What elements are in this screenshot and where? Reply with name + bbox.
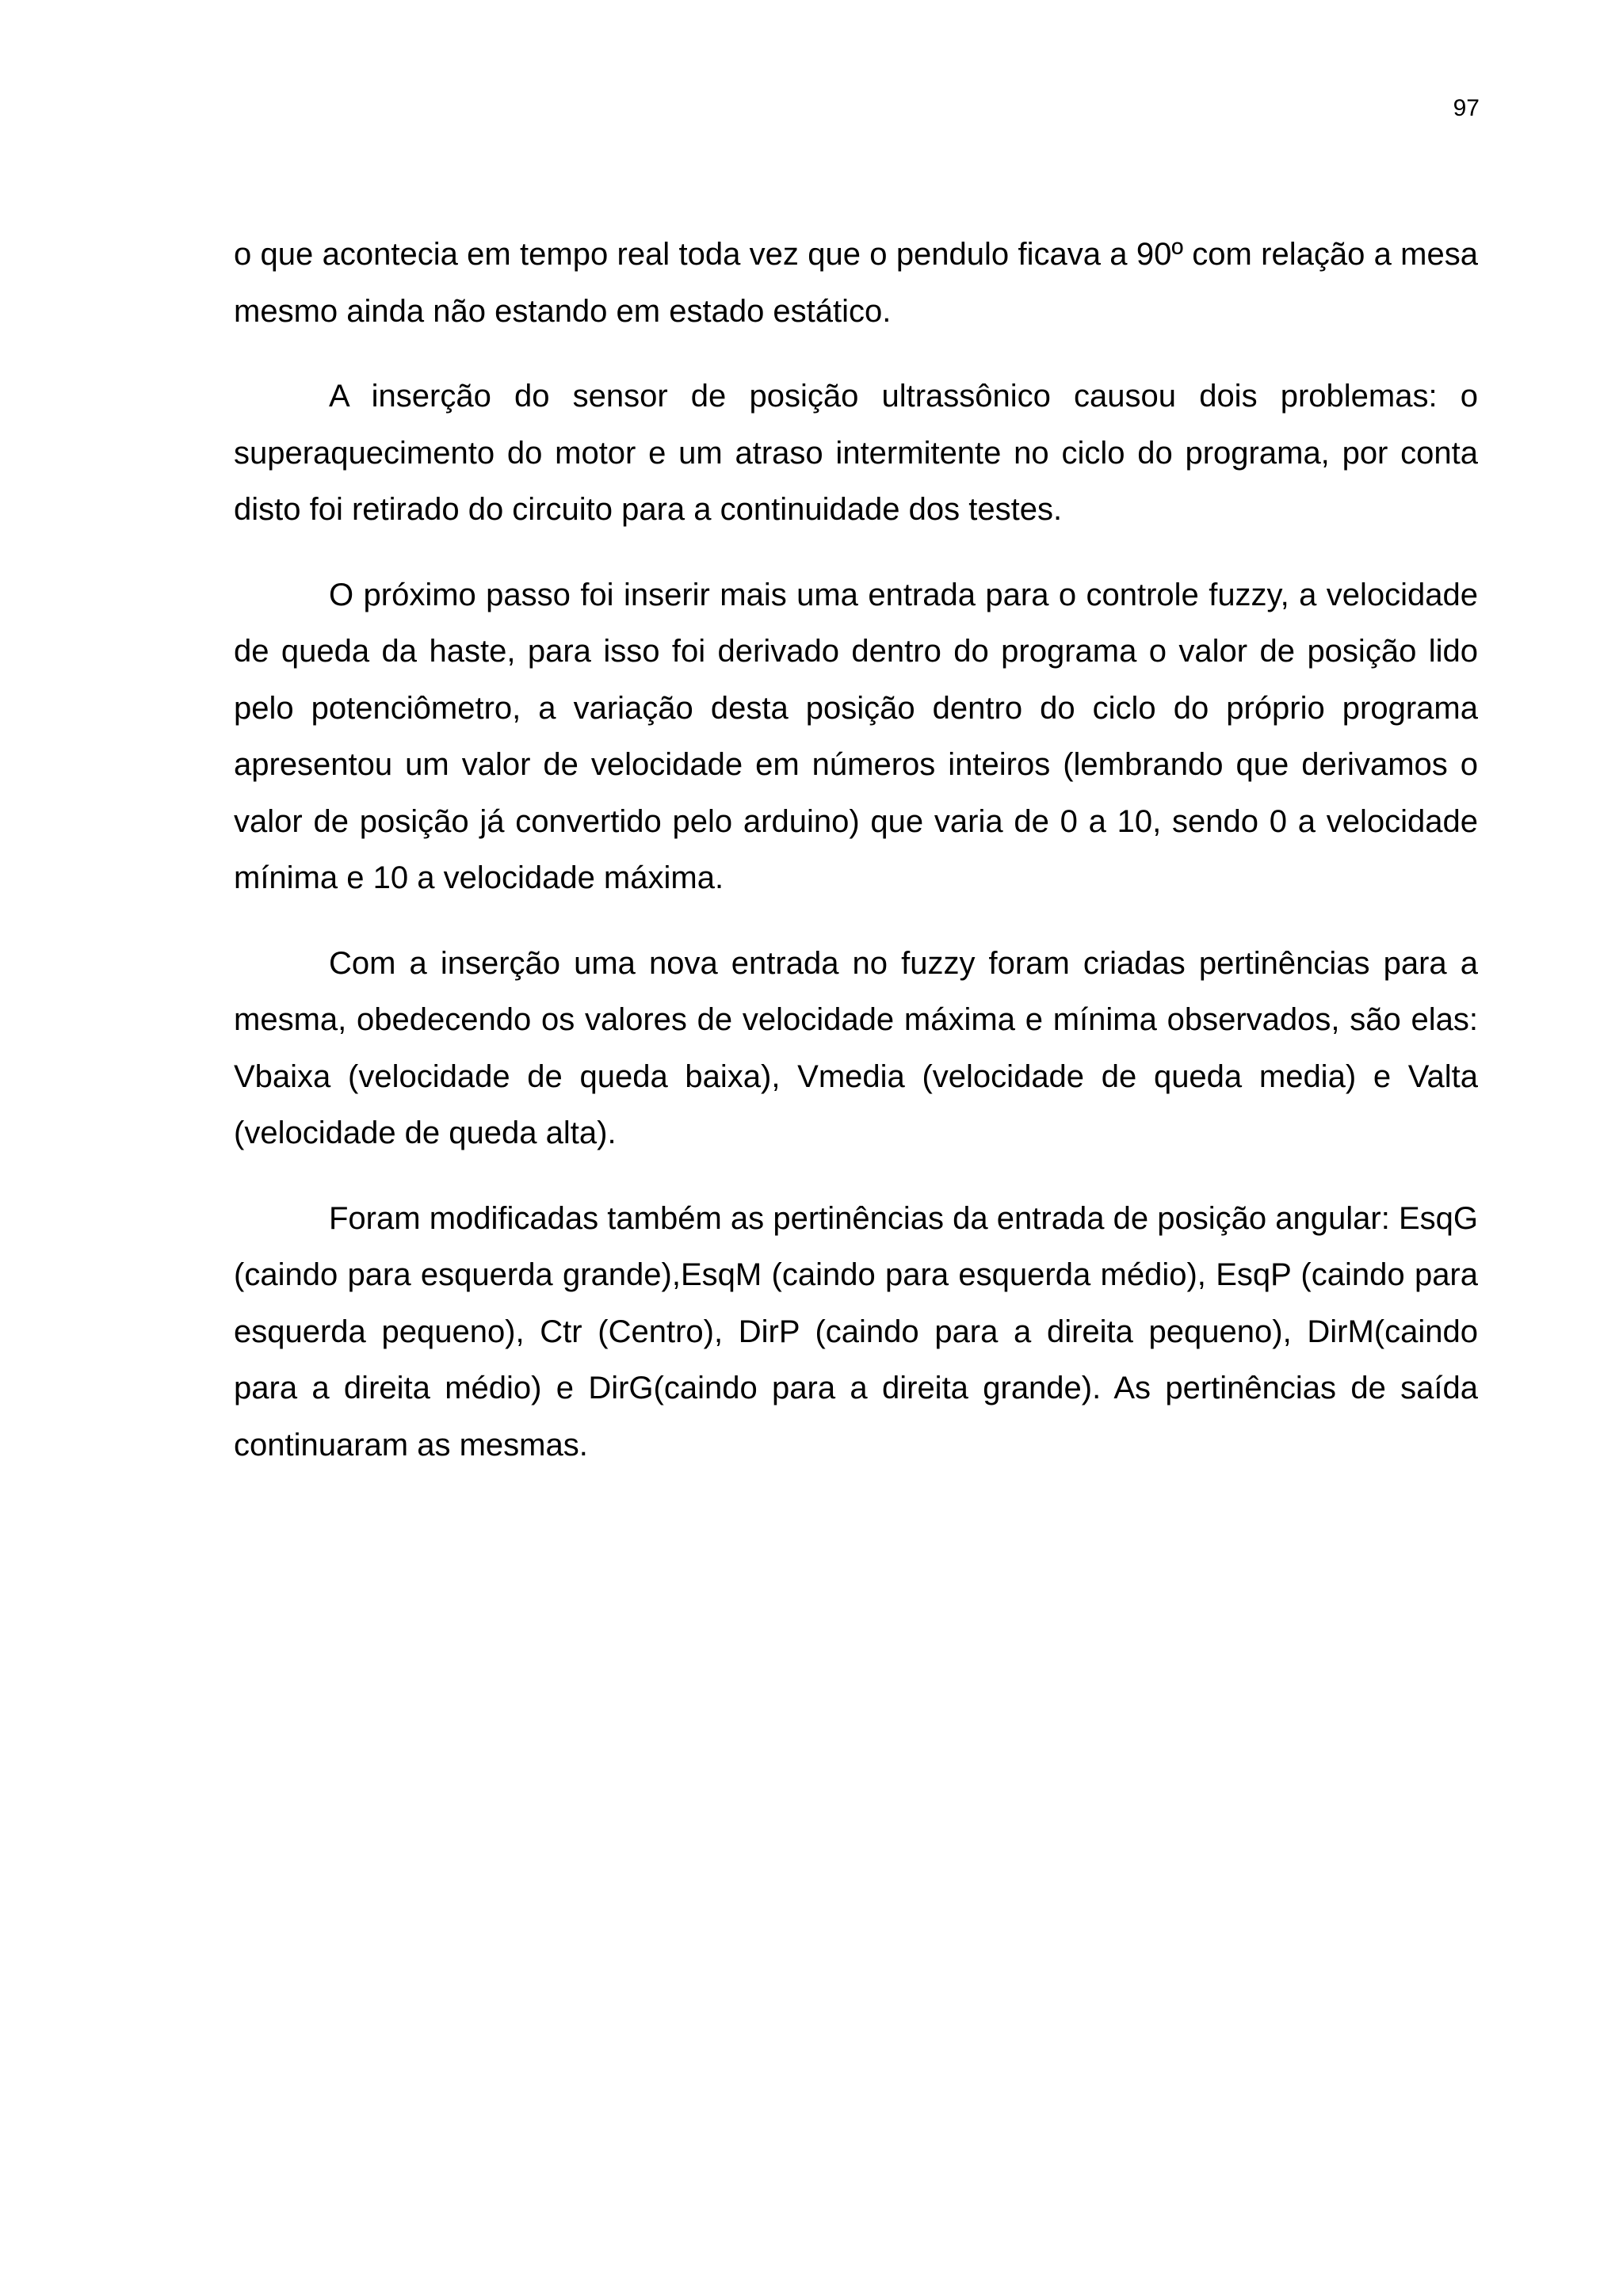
paragraph-continuation: o que acontecia em tempo real toda vez que o pendulo ficava a 90º com relação a mesa mesmo ainda não estando em estado estático.: [234, 237, 1478, 329]
paragraph-ultrasonic-sensor: A inserção do sensor de posição ultrassônico causou dois problemas: o superaquecimento do motor e um atraso intermitente no ciclo do programa, por conta disto foi retirado do circuito para a continuidade dos testes.: [234, 379, 1478, 527]
paragraph-angular-position-memberships: Foram modificadas também as pertinências da entrada de posição angular: EsqG (caindo para esquerda grande),EsqM (caindo para esquerda médio), EsqP (caindo para esquerda pequeno), Ctr (Centro), DirP (caindo para a direita pequeno), DirM(caindo para a direita médio) e DirG(caindo para a direita grande). As pertinências de saída continuaram as mesmas.: [234, 1200, 1478, 1463]
paragraph-fall-velocity-input: O próximo passo foi inserir mais uma entrada para o controle fuzzy, a velocidade de queda da haste, para isso foi derivado dentro do programa o valor de posição lido pelo potenciômetro, a variação desta posição dentro do ciclo do próprio programa apresentou um valor de velocidade em números inteiros (lembrando que derivamos o valor de posição já convertido pelo arduino) que varia de 0 a 10, sendo 0 a velocidade mínima e 10 a velocidade máxima.: [234, 577, 1478, 895]
page-number: 97: [1453, 95, 1480, 121]
paragraph-velocity-memberships: Com a inserção uma nova entrada no fuzzy foram criadas pertinências para a mesma, obedecendo os valores de velocidade máxima e mínima observados, são elas: Vbaixa (velocidade de queda baixa), Vmedia (velocidade de queda media) e Valta (velocidade de queda alta).: [234, 945, 1478, 1150]
document-body: [234, 227, 1478, 1502]
